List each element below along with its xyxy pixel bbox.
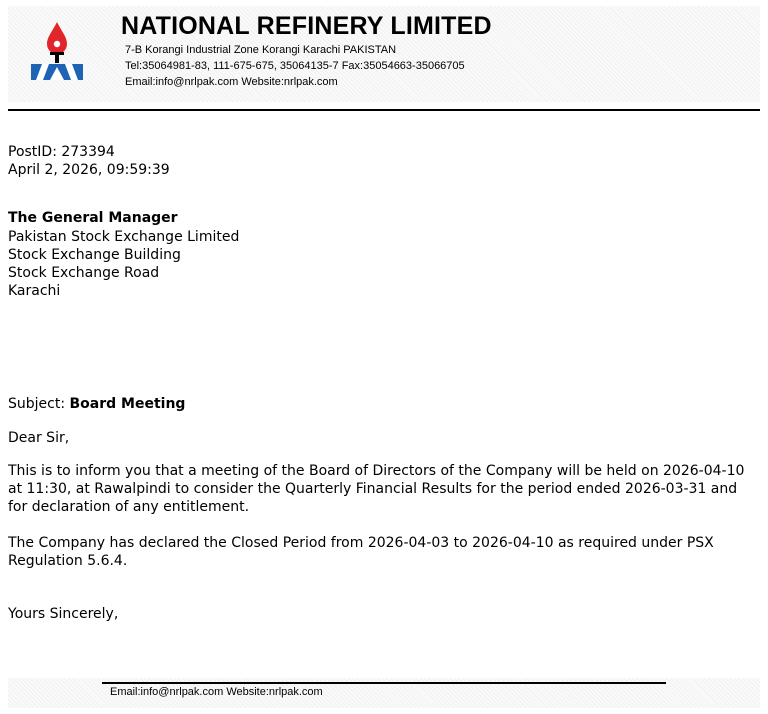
- company-contact: Email:info@nrlpak.com Website:nrlpak.com: [125, 76, 338, 88]
- company-logo-icon: [30, 20, 84, 80]
- footer-contact: Email:info@nrlpak.com Website:nrlpak.com: [110, 686, 323, 698]
- subject-value: Board Meeting: [69, 396, 186, 412]
- recipient-line: Karachi: [8, 283, 61, 299]
- recipient-line: Pakistan Stock Exchange Limited: [8, 229, 240, 245]
- footer-divider: [102, 682, 666, 684]
- closing: Yours Sincerely,: [8, 606, 119, 622]
- recipient-title: The General Manager: [8, 210, 178, 226]
- post-id: PostID: 273394: [8, 144, 115, 160]
- subject-label: Subject:: [8, 396, 66, 412]
- body-paragraph-1: This is to inform you that a meeting of the Board of Directors of the Company will be held on 2026-04-10 at 11:30, at Rawalpindi to consider the Quarterly Financial Results for the period ended 2026-03-31 and for declaration of any entitlement.: [8, 463, 745, 515]
- salutation: Dear Sir,: [8, 430, 70, 446]
- subject-line: [8, 395, 185, 413]
- post-datetime: April 2, 2026, 09:59:39: [8, 162, 170, 178]
- company-phones: Tel:35064981-83, 111-675-675, 35064135-7 Fax:35054663-35066705: [125, 60, 465, 72]
- header-divider: [8, 109, 760, 111]
- letterhead: [8, 6, 760, 102]
- recipient-line: Stock Exchange Road: [8, 265, 160, 281]
- company-address: 7-B Korangi Industrial Zone Korangi Karachi PAKISTAN: [125, 44, 397, 56]
- recipient-line: Stock Exchange Building: [8, 247, 181, 263]
- body-paragraph-2: The Company has declared the Closed Period from 2026-04-03 to 2026-04-10 as required under PSX Regulation 5.6.4.: [8, 535, 714, 569]
- company-name: NATIONAL REFINERY LIMITED: [121, 12, 492, 40]
